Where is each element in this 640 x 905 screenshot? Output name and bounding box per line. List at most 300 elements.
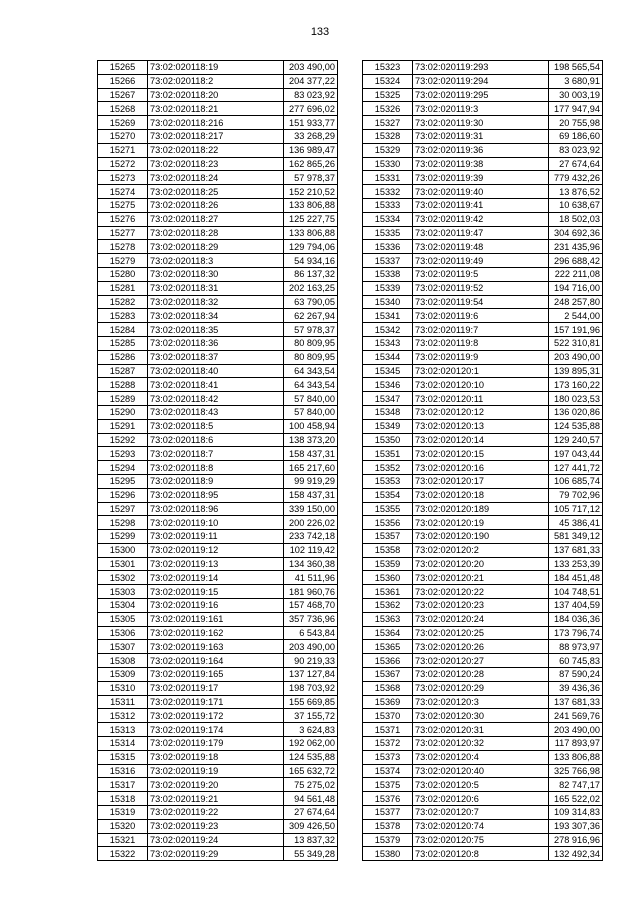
row-number-cell: 15272: [98, 157, 148, 171]
cadastral-number-cell: 73:02:020118:8: [148, 461, 284, 475]
cadastral-number-cell: 73:02:020118:19: [148, 61, 284, 75]
table-row: [98, 267, 338, 281]
cadastral-number-cell: 73:02:020120:24: [413, 612, 549, 626]
table-row: [363, 737, 603, 751]
row-number-cell: 15374: [363, 764, 413, 778]
row-number-cell: 15305: [98, 612, 148, 626]
table-row: [98, 709, 338, 723]
cadastral-number-cell: 73:02:020118:41: [148, 378, 284, 392]
row-number-cell: 15339: [363, 281, 413, 295]
table-row: [363, 323, 603, 337]
row-number-cell: 15352: [363, 461, 413, 475]
row-number-cell: 15299: [98, 530, 148, 544]
row-number-cell: 15362: [363, 599, 413, 613]
cadastral-number-cell: 73:02:020119:172: [148, 709, 284, 723]
row-number-cell: 15270: [98, 129, 148, 143]
row-number-cell: 15284: [98, 323, 148, 337]
row-number-cell: 15377: [363, 806, 413, 820]
amount-cell: 581 349,12: [549, 530, 603, 544]
row-number-cell: 15293: [98, 447, 148, 461]
cadastral-number-cell: 73:02:020120:189: [413, 502, 549, 516]
cadastral-number-cell: 73:02:020119:16: [148, 599, 284, 613]
amount-cell: 278 916,96: [549, 833, 603, 847]
table-row: [98, 323, 338, 337]
table-left-body: [98, 61, 338, 861]
amount-cell: 136 020,86: [549, 405, 603, 419]
row-number-cell: 15312: [98, 709, 148, 723]
cadastral-number-cell: 73:02:020120:1: [413, 364, 549, 378]
row-number-cell: 15351: [363, 447, 413, 461]
row-number-cell: 15279: [98, 254, 148, 268]
table-row: [363, 198, 603, 212]
table-row: [363, 419, 603, 433]
cadastral-number-cell: 73:02:020118:20: [148, 88, 284, 102]
amount-cell: 162 865,26: [284, 157, 338, 171]
cadastral-number-cell: 73:02:020119:47: [413, 226, 549, 240]
cadastral-number-cell: 73:02:020120:12: [413, 405, 549, 419]
cadastral-number-cell: 73:02:020119:14: [148, 571, 284, 585]
cadastral-number-cell: 73:02:020119:174: [148, 723, 284, 737]
row-number-cell: 15304: [98, 599, 148, 613]
amount-cell: 197 043,44: [549, 447, 603, 461]
table-row: [98, 778, 338, 792]
cadastral-number-cell: 73:02:020119:52: [413, 281, 549, 295]
cadastral-number-cell: 73:02:020120:31: [413, 723, 549, 737]
amount-cell: 137 681,33: [549, 543, 603, 557]
table-row: [363, 695, 603, 709]
table-row: [98, 571, 338, 585]
table-row: [363, 157, 603, 171]
amount-cell: 204 377,22: [284, 74, 338, 88]
amount-cell: 231 435,96: [549, 240, 603, 254]
amount-cell: 100 458,94: [284, 419, 338, 433]
amount-cell: 27 674,64: [284, 806, 338, 820]
cadastral-number-cell: 73:02:020119:41: [413, 198, 549, 212]
row-number-cell: 15376: [363, 792, 413, 806]
cadastral-number-cell: 73:02:020120:40: [413, 764, 549, 778]
table-row: [363, 447, 603, 461]
amount-cell: 165 522,02: [549, 792, 603, 806]
row-number-cell: 15274: [98, 185, 148, 199]
amount-cell: 94 561,48: [284, 792, 338, 806]
table-row: [98, 433, 338, 447]
row-number-cell: 15346: [363, 378, 413, 392]
amount-cell: 124 535,88: [549, 419, 603, 433]
table-row: [98, 695, 338, 709]
amount-cell: 117 893,97: [549, 737, 603, 751]
cadastral-number-cell: 73:02:020118:24: [148, 171, 284, 185]
row-number-cell: 15328: [363, 129, 413, 143]
row-number-cell: 15298: [98, 516, 148, 530]
table-row: [363, 185, 603, 199]
cadastral-number-cell: 73:02:020118:42: [148, 392, 284, 406]
cadastral-number-cell: 73:02:020118:27: [148, 212, 284, 226]
amount-cell: 33 268,29: [284, 129, 338, 143]
amount-cell: 339 150,00: [284, 502, 338, 516]
table-row: [363, 309, 603, 323]
table-row: [98, 392, 338, 406]
row-number-cell: 15326: [363, 102, 413, 116]
row-number-cell: 15285: [98, 336, 148, 350]
cadastral-number-cell: 73:02:020118:5: [148, 419, 284, 433]
table-row: [363, 488, 603, 502]
table-row: [98, 447, 338, 461]
table-row: [98, 654, 338, 668]
cadastral-number-cell: 73:02:020120:3: [413, 695, 549, 709]
table-row: [98, 240, 338, 254]
cadastral-number-cell: 73:02:020118:95: [148, 488, 284, 502]
row-number-cell: 15329: [363, 143, 413, 157]
amount-cell: 158 437,31: [284, 488, 338, 502]
table-row: [363, 640, 603, 654]
row-number-cell: 15363: [363, 612, 413, 626]
table-right-body: [363, 61, 603, 861]
row-number-cell: 15360: [363, 571, 413, 585]
cadastral-number-cell: 73:02:020120:29: [413, 681, 549, 695]
row-number-cell: 15357: [363, 530, 413, 544]
table-row: [363, 405, 603, 419]
table-row: [363, 212, 603, 226]
cadastral-number-cell: 73:02:020120:30: [413, 709, 549, 723]
table-row: [98, 847, 338, 861]
cadastral-number-cell: 73:02:020119:24: [148, 833, 284, 847]
amount-cell: 13 876,52: [549, 185, 603, 199]
cadastral-number-cell: 73:02:020119:13: [148, 557, 284, 571]
row-number-cell: 15265: [98, 61, 148, 75]
amount-cell: 194 716,00: [549, 281, 603, 295]
cadastral-number-cell: 73:02:020119:3: [413, 102, 549, 116]
table-row: [98, 681, 338, 695]
amount-cell: 203 490,00: [549, 723, 603, 737]
amount-cell: 134 360,38: [284, 557, 338, 571]
row-number-cell: 15340: [363, 295, 413, 309]
table-row: [98, 405, 338, 419]
cadastral-number-cell: 73:02:020120:10: [413, 378, 549, 392]
table-row: [363, 240, 603, 254]
amount-cell: 184 036,36: [549, 612, 603, 626]
row-number-cell: 15302: [98, 571, 148, 585]
amount-cell: 357 736,96: [284, 612, 338, 626]
amount-cell: 13 837,32: [284, 833, 338, 847]
row-number-cell: 15291: [98, 419, 148, 433]
row-number-cell: 15287: [98, 364, 148, 378]
amount-cell: 6 543,84: [284, 626, 338, 640]
cadastral-number-cell: 73:02:020120:28: [413, 668, 549, 682]
row-number-cell: 15315: [98, 750, 148, 764]
row-number-cell: 15370: [363, 709, 413, 723]
table-row: [363, 847, 603, 861]
cadastral-number-cell: 73:02:020119:31: [413, 129, 549, 143]
amount-cell: 222 211,08: [549, 267, 603, 281]
table-row: [363, 88, 603, 102]
amount-cell: 137 681,33: [549, 695, 603, 709]
row-number-cell: 15276: [98, 212, 148, 226]
amount-cell: 60 745,83: [549, 654, 603, 668]
cadastral-number-cell: 73:02:020118:30: [148, 267, 284, 281]
cadastral-number-cell: 73:02:020119:18: [148, 750, 284, 764]
table-row: [98, 143, 338, 157]
cadastral-number-cell: 73:02:020119:164: [148, 654, 284, 668]
amount-cell: 57 840,00: [284, 392, 338, 406]
row-number-cell: 15368: [363, 681, 413, 695]
row-number-cell: 15288: [98, 378, 148, 392]
amount-cell: 203 490,00: [549, 350, 603, 364]
row-number-cell: 15378: [363, 819, 413, 833]
row-number-cell: 15280: [98, 267, 148, 281]
table-row: [363, 626, 603, 640]
table-row: [363, 806, 603, 820]
amount-cell: 102 119,42: [284, 543, 338, 557]
row-number-cell: 15336: [363, 240, 413, 254]
amount-cell: 57 840,00: [284, 405, 338, 419]
cadastral-number-cell: 73:02:020119:12: [148, 543, 284, 557]
amount-cell: 10 638,67: [549, 198, 603, 212]
cadastral-number-cell: 73:02:020119:179: [148, 737, 284, 751]
amount-cell: 105 717,12: [549, 502, 603, 516]
amount-cell: 104 748,51: [549, 585, 603, 599]
row-number-cell: 15297: [98, 502, 148, 516]
amount-cell: 309 426,50: [284, 819, 338, 833]
cadastral-number-cell: 73:02:020119:20: [148, 778, 284, 792]
table-row: [98, 585, 338, 599]
row-number-cell: 15289: [98, 392, 148, 406]
amount-cell: 165 217,60: [284, 461, 338, 475]
table-row: [363, 392, 603, 406]
amount-cell: 157 468,70: [284, 599, 338, 613]
cadastral-number-cell: 73:02:020118:35: [148, 323, 284, 337]
cadastral-number-cell: 73:02:020118:32: [148, 295, 284, 309]
table-row: [363, 543, 603, 557]
table-row: [98, 764, 338, 778]
cadastral-number-cell: 73:02:020119:171: [148, 695, 284, 709]
row-number-cell: 15314: [98, 737, 148, 751]
row-number-cell: 15371: [363, 723, 413, 737]
row-number-cell: 15278: [98, 240, 148, 254]
row-number-cell: 15333: [363, 198, 413, 212]
table-row: [363, 750, 603, 764]
table-row: [98, 488, 338, 502]
amount-cell: 87 590,24: [549, 668, 603, 682]
table-row: [363, 433, 603, 447]
cadastral-number-cell: 73:02:020120:15: [413, 447, 549, 461]
row-number-cell: 15373: [363, 750, 413, 764]
cadastral-number-cell: 73:02:020119:22: [148, 806, 284, 820]
amount-cell: 198 565,54: [549, 61, 603, 75]
cadastral-number-cell: 73:02:020118:216: [148, 116, 284, 130]
cadastral-number-cell: 73:02:020118:3: [148, 254, 284, 268]
amount-cell: 133 253,39: [549, 557, 603, 571]
row-number-cell: 15323: [363, 61, 413, 75]
amount-cell: 173 160,22: [549, 378, 603, 392]
amount-cell: 63 790,05: [284, 295, 338, 309]
row-number-cell: 15327: [363, 116, 413, 130]
row-number-cell: 15282: [98, 295, 148, 309]
amount-cell: 137 404,59: [549, 599, 603, 613]
row-number-cell: 15355: [363, 502, 413, 516]
cadastral-number-cell: 73:02:020118:43: [148, 405, 284, 419]
table-row: [98, 185, 338, 199]
amount-cell: 45 386,41: [549, 516, 603, 530]
table-row: [98, 530, 338, 544]
amount-cell: 198 703,92: [284, 681, 338, 695]
amount-cell: 79 702,96: [549, 488, 603, 502]
amount-cell: 152 210,52: [284, 185, 338, 199]
row-number-cell: 15317: [98, 778, 148, 792]
table-row: [363, 792, 603, 806]
amount-cell: 157 191,96: [549, 323, 603, 337]
table-row: [98, 516, 338, 530]
table-row: [98, 198, 338, 212]
row-number-cell: 15366: [363, 654, 413, 668]
row-number-cell: 15306: [98, 626, 148, 640]
table-row: [363, 461, 603, 475]
table-row: [98, 378, 338, 392]
row-number-cell: 15365: [363, 640, 413, 654]
cadastral-number-cell: 73:02:020120:20: [413, 557, 549, 571]
table-row: [363, 336, 603, 350]
table-row: [363, 378, 603, 392]
cadastral-number-cell: 73:02:020118:40: [148, 364, 284, 378]
row-number-cell: 15342: [363, 323, 413, 337]
amount-cell: 75 275,02: [284, 778, 338, 792]
amount-cell: 127 441,72: [549, 461, 603, 475]
cadastral-number-cell: 73:02:020119:294: [413, 74, 549, 88]
amount-cell: 137 127,84: [284, 668, 338, 682]
table-left: [97, 60, 338, 861]
cadastral-number-cell: 73:02:020118:26: [148, 198, 284, 212]
table-row: [363, 116, 603, 130]
table-row: [98, 336, 338, 350]
amount-cell: 151 933,77: [284, 116, 338, 130]
table-row: [98, 737, 338, 751]
row-number-cell: 15359: [363, 557, 413, 571]
cadastral-number-cell: 73:02:020119:10: [148, 516, 284, 530]
row-number-cell: 15275: [98, 198, 148, 212]
table-row: [363, 668, 603, 682]
row-number-cell: 15286: [98, 350, 148, 364]
cadastral-number-cell: 73:02:020119:40: [413, 185, 549, 199]
row-number-cell: 15344: [363, 350, 413, 364]
row-number-cell: 15277: [98, 226, 148, 240]
row-number-cell: 15322: [98, 847, 148, 861]
cadastral-number-cell: 73:02:020119:42: [413, 212, 549, 226]
amount-cell: 173 796,74: [549, 626, 603, 640]
amount-cell: 193 307,36: [549, 819, 603, 833]
amount-cell: 296 688,42: [549, 254, 603, 268]
amount-cell: 83 023,92: [284, 88, 338, 102]
cadastral-number-cell: 73:02:020119:23: [148, 819, 284, 833]
cadastral-number-cell: 73:02:020118:29: [148, 240, 284, 254]
row-number-cell: 15301: [98, 557, 148, 571]
row-number-cell: 15369: [363, 695, 413, 709]
table-row: [98, 750, 338, 764]
amount-cell: 124 535,88: [284, 750, 338, 764]
amount-cell: 109 314,83: [549, 806, 603, 820]
amount-cell: 41 511,96: [284, 571, 338, 585]
row-number-cell: 15273: [98, 171, 148, 185]
table-row: [98, 723, 338, 737]
row-number-cell: 15321: [98, 833, 148, 847]
amount-cell: 3 680,91: [549, 74, 603, 88]
amount-cell: 64 343,54: [284, 364, 338, 378]
row-number-cell: 15268: [98, 102, 148, 116]
cadastral-number-cell: 73:02:020120:13: [413, 419, 549, 433]
cadastral-number-cell: 73:02:020119:161: [148, 612, 284, 626]
amount-cell: 180 023,53: [549, 392, 603, 406]
row-number-cell: 15325: [363, 88, 413, 102]
cadastral-number-cell: 73:02:020120:23: [413, 599, 549, 613]
amount-cell: 177 947,94: [549, 102, 603, 116]
table-row: [363, 819, 603, 833]
cadastral-number-cell: 73:02:020119:54: [413, 295, 549, 309]
table-row: [363, 571, 603, 585]
row-number-cell: 15300: [98, 543, 148, 557]
amount-cell: 62 267,94: [284, 309, 338, 323]
row-number-cell: 15320: [98, 819, 148, 833]
table-row: [98, 640, 338, 654]
table-row: [363, 833, 603, 847]
amount-cell: 82 747,17: [549, 778, 603, 792]
table-row: [363, 350, 603, 364]
table-row: [98, 102, 338, 116]
amount-cell: 277 696,02: [284, 102, 338, 116]
cadastral-number-cell: 73:02:020120:19: [413, 516, 549, 530]
cadastral-number-cell: 73:02:020119:39: [413, 171, 549, 185]
table-row: [363, 585, 603, 599]
row-number-cell: 15367: [363, 668, 413, 682]
cadastral-number-cell: 73:02:020120:75: [413, 833, 549, 847]
cadastral-number-cell: 73:02:020118:21: [148, 102, 284, 116]
amount-cell: 80 809,95: [284, 336, 338, 350]
amount-cell: 80 809,95: [284, 350, 338, 364]
cadastral-number-cell: 73:02:020119:293: [413, 61, 549, 75]
row-number-cell: 15292: [98, 433, 148, 447]
row-number-cell: 15349: [363, 419, 413, 433]
cadastral-number-cell: 73:02:020119:38: [413, 157, 549, 171]
amount-cell: 184 451,48: [549, 571, 603, 585]
row-number-cell: 15343: [363, 336, 413, 350]
row-number-cell: 15337: [363, 254, 413, 268]
row-number-cell: 15341: [363, 309, 413, 323]
table-row: [363, 599, 603, 613]
cadastral-number-cell: 73:02:020120:7: [413, 806, 549, 820]
table-row: [363, 654, 603, 668]
table-row: [363, 74, 603, 88]
cadastral-number-cell: 73:02:020119:9: [413, 350, 549, 364]
table-row: [98, 74, 338, 88]
cadastral-number-cell: 73:02:020118:31: [148, 281, 284, 295]
row-number-cell: 15319: [98, 806, 148, 820]
row-number-cell: 15338: [363, 267, 413, 281]
amount-cell: 2 544,00: [549, 309, 603, 323]
row-number-cell: 15269: [98, 116, 148, 130]
table-row: [363, 516, 603, 530]
row-number-cell: 15350: [363, 433, 413, 447]
row-number-cell: 15303: [98, 585, 148, 599]
cadastral-number-cell: 73:02:020119:163: [148, 640, 284, 654]
amount-cell: 125 227,75: [284, 212, 338, 226]
amount-cell: 39 436,36: [549, 681, 603, 695]
amount-cell: 18 502,03: [549, 212, 603, 226]
cadastral-number-cell: 73:02:020119:30: [413, 116, 549, 130]
cadastral-number-cell: 73:02:020118:37: [148, 350, 284, 364]
table-row: [98, 295, 338, 309]
table-row: [363, 143, 603, 157]
table-row: [98, 474, 338, 488]
amount-cell: 64 343,54: [284, 378, 338, 392]
amount-cell: 99 919,29: [284, 474, 338, 488]
table-row: [98, 254, 338, 268]
